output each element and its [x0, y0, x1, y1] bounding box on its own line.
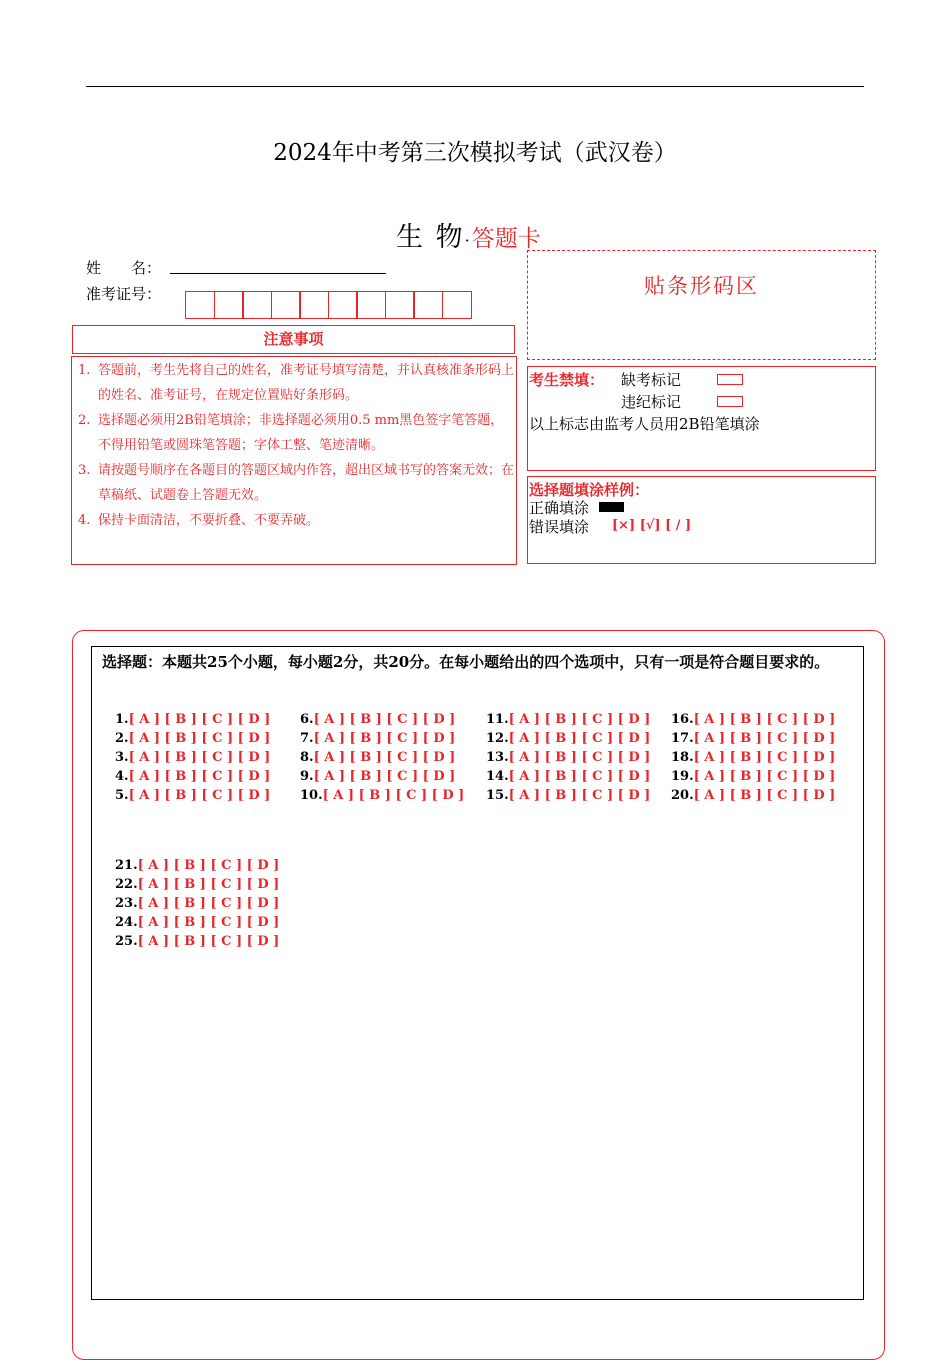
question-item	[115, 875, 279, 894]
answer-options[interactable]: [ A ] [ B ] [ C ] [ D ]	[128, 712, 271, 727]
question-number: 15.	[486, 788, 509, 803]
answer-options[interactable]: [ A ] [ B ] [ C ] [ D ]	[693, 712, 836, 727]
question-number: 14.	[486, 769, 509, 784]
question-item	[671, 748, 835, 767]
absent-mark-box[interactable]	[717, 374, 743, 385]
question-number: 24.	[115, 915, 138, 930]
exam-id-cell[interactable]	[299, 291, 329, 319]
question-item	[300, 710, 455, 729]
name-field[interactable]	[170, 273, 386, 274]
notice-item-number: 1.	[78, 363, 91, 378]
exam-id-cell[interactable]	[356, 291, 386, 319]
subject-separator: ·	[464, 231, 472, 250]
question-item	[115, 729, 270, 748]
answer-options[interactable]: [ A ] [ B ] [ C ] [ D ]	[508, 731, 651, 746]
exam-id-cell[interactable]	[242, 291, 272, 319]
notice-item-text: 答题前，考生先将自己的姓名，准考证号填写清楚，并认真核准条形码上的姓名、准考证号，在规定位置贴好条形码。	[98, 363, 515, 403]
question-number: 22.	[115, 877, 138, 892]
question-number: 2.	[115, 731, 129, 746]
barcode-label: 贴条形码区	[644, 274, 759, 298]
notice-item	[78, 358, 514, 408]
correct-fill-swatch	[599, 502, 624, 512]
question-item	[671, 710, 835, 729]
notice-item-number: 3.	[78, 463, 91, 478]
question-item	[671, 767, 835, 786]
answer-options[interactable]: [ A ] [ B ] [ C ] [ D ]	[137, 858, 280, 873]
question-item	[300, 786, 464, 805]
question-number: 10.	[300, 788, 323, 803]
question-number: 11.	[486, 712, 509, 727]
answer-options[interactable]: [ A ] [ B ] [ C ] [ D ]	[508, 750, 651, 765]
notice-item-text: 选择题必须用2B铅笔填涂；非选择题必须用0.5 mm黑色签字笔答题，不得用铅笔或圆珠笔答题；字体工整、笔迹清晰。	[98, 413, 504, 453]
answer-options[interactable]: [ A ] [ B ] [ C ] [ D ]	[693, 788, 836, 803]
question-item	[671, 729, 835, 748]
question-item	[115, 894, 279, 913]
answer-options[interactable]: [ A ] [ B ] [ C ] [ D ]	[313, 712, 456, 727]
card-type: 答题卡	[471, 226, 541, 252]
exam-id-cell[interactable]	[385, 291, 415, 319]
answer-options[interactable]: [ A ] [ B ] [ C ] [ D ]	[313, 769, 456, 784]
wrong-fill-marks: [×] [√] [ / ]	[612, 518, 692, 533]
fill-sample-title: 选择题填涂样例：	[529, 481, 650, 499]
question-item	[300, 748, 455, 767]
question-item	[115, 856, 279, 875]
subject-title	[396, 215, 541, 254]
exam-title: 2024年中考第三次模拟考试（武汉卷）	[273, 140, 677, 166]
exam-id-cell[interactable]	[442, 291, 472, 319]
wrong-fill-label: 错误填涂	[529, 518, 590, 536]
question-number: 20.	[671, 788, 694, 803]
name-label: 姓 名：	[86, 259, 162, 277]
question-item	[115, 786, 270, 805]
question-number: 19.	[671, 769, 694, 784]
question-number: 18.	[671, 750, 694, 765]
answer-options[interactable]: [ A ] [ B ] [ C ] [ D ]	[508, 788, 651, 803]
question-item	[486, 767, 650, 786]
notice-item	[78, 458, 514, 508]
notice-item	[78, 408, 514, 458]
exam-id-cell[interactable]	[271, 291, 301, 319]
answer-options[interactable]: [ A ] [ B ] [ C ] [ D ]	[508, 769, 651, 784]
forbidden-note: 以上标志由监考人员用2B铅笔填涂	[529, 415, 760, 433]
answer-options[interactable]: [ A ] [ B ] [ C ] [ D ]	[128, 769, 271, 784]
violation-mark-label: 违纪标记	[621, 393, 682, 411]
question-number: 12.	[486, 731, 509, 746]
question-number: 13.	[486, 750, 509, 765]
question-item	[115, 748, 270, 767]
top-rule	[86, 86, 864, 87]
question-number: 7.	[300, 731, 314, 746]
exam-id-cell[interactable]	[328, 291, 358, 319]
question-item	[115, 913, 279, 932]
notice-item	[78, 508, 514, 533]
answer-options[interactable]: [ A ] [ B ] [ C ] [ D ]	[128, 788, 271, 803]
question-item	[300, 767, 455, 786]
notice-list	[78, 358, 514, 533]
question-number: 4.	[115, 769, 129, 784]
answer-options[interactable]: [ A ] [ B ] [ C ] [ D ]	[137, 915, 280, 930]
answer-options[interactable]: [ A ] [ B ] [ C ] [ D ]	[313, 750, 456, 765]
notice-item-text: 保持卡面清洁，不要折叠、不要弄破。	[98, 513, 320, 528]
answer-options[interactable]: [ A ] [ B ] [ C ] [ D ]	[137, 896, 280, 911]
barcode-area	[527, 250, 876, 360]
exam-id-label: 准考证号：	[86, 285, 162, 303]
question-item	[486, 729, 650, 748]
notice-item-number: 2.	[78, 413, 91, 428]
correct-fill-label: 正确填涂	[529, 499, 590, 517]
exam-id-cell[interactable]	[214, 291, 244, 319]
answer-options[interactable]: [ A ] [ B ] [ C ] [ D ]	[137, 934, 280, 949]
question-number: 21.	[115, 858, 138, 873]
question-number: 23.	[115, 896, 138, 911]
notice-item-text: 请按题号顺序在各题目的答题区域内作答，超出区域书写的答案无效；在草稿纸、试题卷上答题无效。	[98, 463, 515, 503]
answer-options[interactable]: [ A ] [ B ] [ C ] [ D ]	[508, 712, 651, 727]
question-number: 17.	[671, 731, 694, 746]
exam-id-boxes	[185, 291, 470, 319]
answer-options[interactable]: [ A ] [ B ] [ C ] [ D ]	[693, 750, 836, 765]
question-item	[115, 710, 270, 729]
answer-options[interactable]: [ A ] [ B ] [ C ] [ D ]	[128, 731, 271, 746]
exam-id-cell[interactable]	[413, 291, 443, 319]
question-item	[486, 786, 650, 805]
question-item	[115, 767, 270, 786]
answer-options[interactable]: [ A ] [ B ] [ C ] [ D ]	[693, 769, 836, 784]
question-number: 1.	[115, 712, 129, 727]
question-number: 8.	[300, 750, 314, 765]
answer-options[interactable]: [ A ] [ B ] [ C ] [ D ]	[313, 731, 456, 746]
question-number: 6.	[300, 712, 314, 727]
answer-options[interactable]: [ A ] [ B ] [ C ] [ D ]	[322, 788, 465, 803]
question-number: 3.	[115, 750, 129, 765]
violation-mark-box[interactable]	[717, 396, 743, 407]
exam-id-cell[interactable]	[185, 291, 215, 319]
absent-mark-label: 缺考标记	[621, 371, 682, 389]
question-item	[671, 786, 835, 805]
question-number: 5.	[115, 788, 129, 803]
answer-options[interactable]: [ A ] [ B ] [ C ] [ D ]	[693, 731, 836, 746]
question-number: 9.	[300, 769, 314, 784]
question-item	[300, 729, 455, 748]
question-item	[115, 932, 279, 951]
answer-options[interactable]: [ A ] [ B ] [ C ] [ D ]	[128, 750, 271, 765]
question-item	[486, 748, 650, 767]
choice-instructions: 选择题：本题共25个小题，每小题2分，共20分。在每小题给出的四个选项中，只有一项是符合题目要求的。	[102, 653, 830, 671]
question-number: 16.	[671, 712, 694, 727]
question-number: 25.	[115, 934, 138, 949]
question-item	[486, 710, 650, 729]
notice-title: 注意事项	[72, 325, 515, 354]
subject-name: 生 物	[396, 222, 465, 253]
answer-options[interactable]: [ A ] [ B ] [ C ] [ D ]	[137, 877, 280, 892]
notice-item-number: 4.	[78, 513, 91, 528]
forbidden-title: 考生禁填：	[529, 371, 605, 389]
